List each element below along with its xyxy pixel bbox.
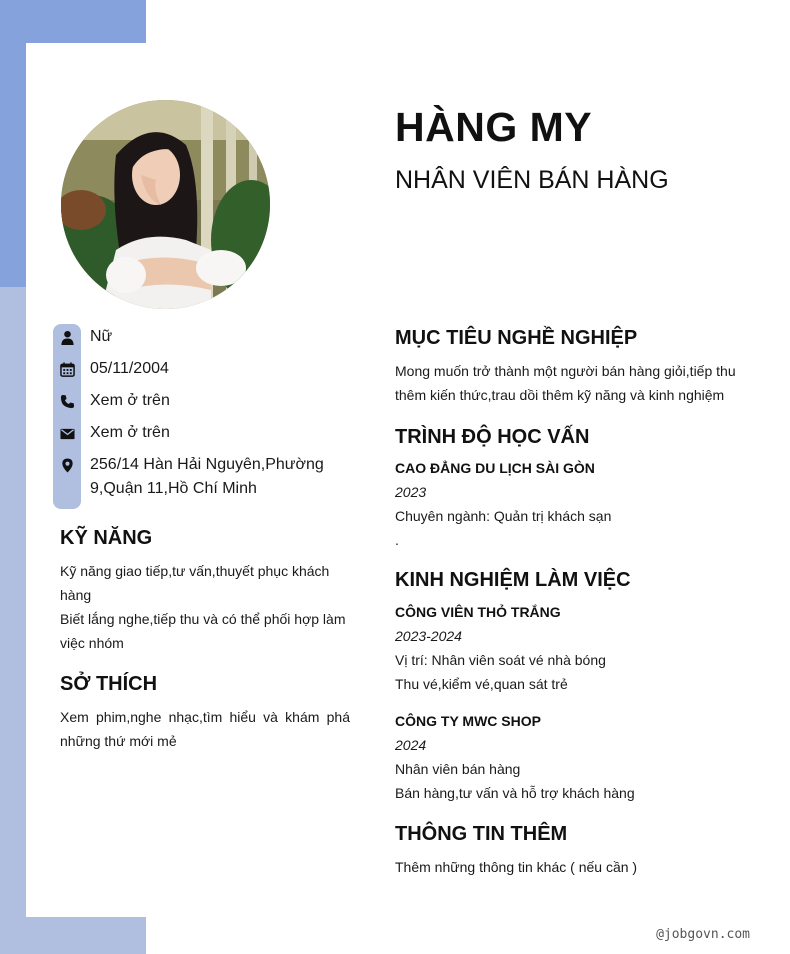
experience-position: Vị trí: Nhân viên soát vé nhà bóng (395, 652, 606, 668)
education-school: CAO ĐẲNG DU LỊCH SÀI GÒN (395, 460, 595, 476)
hobbies-text: Xem phim,nghe nhạc,tìm hiểu và khám phá những thứ mới mẻ (60, 709, 350, 749)
education-year: 2023 (395, 484, 427, 500)
job-title: NHÂN VIÊN BÁN HÀNG (395, 166, 669, 194)
hobbies-title: SỞ THÍCH (60, 673, 158, 695)
education-note: . (395, 532, 399, 548)
skills-title: KỸ NĂNG (60, 527, 153, 549)
contact-email (53, 421, 343, 445)
contact-birthday (53, 357, 343, 381)
education-major: Chuyên ngành: Quản trị khách sạn (395, 508, 612, 524)
watermark: @jobgovn.com (656, 927, 750, 942)
candidate-name: HÀNG MY (395, 104, 593, 150)
objective-text: Mong muốn trở thành một người bán hàng giỏi,tiếp thu thêm kiến thức,trau dồi thêm kỹ năng và kinh nghiệm (395, 363, 736, 403)
experience-period: 2023-2024 (395, 628, 462, 644)
experience-title: KINH NGHIỆM LÀM VIỆC (395, 569, 631, 591)
user-icon (53, 325, 81, 349)
contact-address (53, 453, 343, 501)
skills-item: Kỹ năng giao tiếp,tư vấn,thuyết phục khách hàng (60, 563, 330, 603)
experience-position: Nhân viên bán hàng (395, 761, 521, 777)
gender-text: Nữ (90, 328, 113, 345)
skills-item: Biết lắng nghe,tiếp thu và có thể phối hợp làm việc nhóm (60, 611, 346, 651)
experience-duties: Bán hàng,tư vấn và hỗ trợ khách hàng (395, 785, 635, 801)
education-title: TRÌNH ĐỘ HỌC VẤN (395, 426, 590, 448)
birthday-text: 05/11/2004 (90, 360, 169, 377)
objective-title: MỤC TIÊU NGHỀ NGHIỆP (395, 327, 638, 349)
phone-text: Xem ở trên (90, 392, 170, 409)
experience-duties: Thu vé,kiểm vé,quan sát trẻ (395, 676, 568, 692)
additional-text: Thêm những thông tin khác ( nếu cần ) (395, 859, 638, 875)
email-text: Xem ở trên (90, 424, 170, 441)
address-text: 256/14 Hàn Hải Nguyên,Phường 9,Quận 11,Hồ Chí Minh (90, 456, 324, 497)
additional-title: THÔNG TIN THÊM (395, 823, 568, 845)
contact-phone (53, 389, 343, 413)
experience-company: CÔNG TY MWC SHOP (395, 713, 541, 729)
profile-photo (61, 100, 270, 309)
location-icon (53, 453, 81, 477)
experience-period: 2024 (395, 737, 427, 753)
experience-company: CÔNG VIÊN THỎ TRẮNG (395, 604, 561, 620)
contact-gender (53, 325, 343, 349)
calendar-icon (53, 357, 81, 381)
phone-icon (53, 389, 81, 413)
mail-icon (53, 421, 81, 445)
